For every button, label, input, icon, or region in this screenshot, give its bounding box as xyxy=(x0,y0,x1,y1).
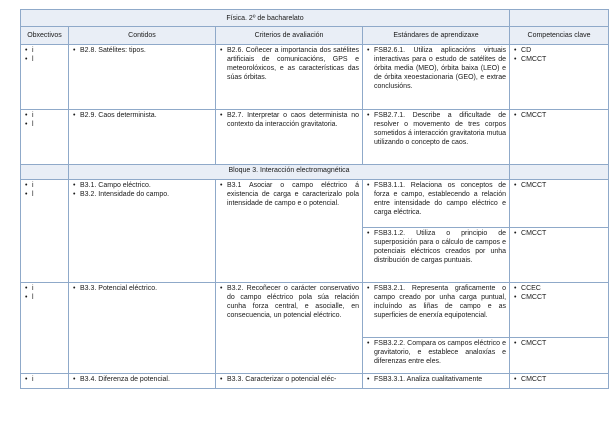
criteria-cell: • B2.6. Coñecer a importancia dos satélites artificiais de comunicacións, GPS e meteorolóxicos, e as características das súas órbitas. xyxy=(216,45,363,110)
objectives-cell: • i • l xyxy=(21,180,69,283)
block-row xyxy=(21,165,609,180)
competences-cell: • CCEC • CMCCT xyxy=(510,283,609,338)
contents-cell: • B3.1. Campo eléctrico. • B3.2. Intensidade do campo. xyxy=(69,180,216,283)
competences-cell: • CD • CMCCT xyxy=(510,45,609,110)
standards-cell: • FSB3.2.1. Representa graficamente o campo creado por unha carga puntual, incluíndo as liñas de campo e as superficies de enerxía equipotencial. xyxy=(363,283,510,338)
header-competences: Competencias clave xyxy=(510,27,609,45)
table-row xyxy=(21,45,609,110)
header-criteria: Criterios de avaliación xyxy=(216,27,363,45)
standards-cell: • FSB3.3.1. Analiza cualitativamente xyxy=(363,374,510,389)
title-row xyxy=(21,10,609,27)
contents-cell: • B2.9. Caos determinista. xyxy=(69,110,216,165)
objectives-cell: • i • l xyxy=(21,45,69,110)
header-objectives: Obxectivos xyxy=(21,27,69,45)
objectives-cell: • i • l xyxy=(21,283,69,374)
table-row xyxy=(21,110,609,165)
objectives-cell: • i • l xyxy=(21,110,69,165)
criteria-cell: • B2.7. Interpretar o caos determinista no contexto da interacción gravitatoria. xyxy=(216,110,363,165)
standards-cell: • FSB3.1.1. Relaciona os conceptos de forza e campo, establecendo a relación entre intensidade do campo eléctrico e carga eléctrica. xyxy=(363,180,510,228)
header-standards: Estándares de aprendizaxe xyxy=(363,27,510,45)
block-title: Bloque 3. Interacción electromagnética xyxy=(69,165,510,180)
header-row xyxy=(21,27,609,45)
table-row xyxy=(21,374,609,389)
table-row xyxy=(21,180,609,228)
criteria-cell: • B3.1 Asociar o campo eléctrico á existencia de carga e caracterizalo pola intensidade de campo e o potencial. xyxy=(216,180,363,283)
standards-cell: • FSB2.6.1. Utiliza aplicacións virtuais interactivas para o estudo de satélites de órbita media (MEO), órbita baixa (LEO) e de órbita xeoestacionaria (GEO), e extrae conclusións. xyxy=(363,45,510,110)
table-title: Física. 2º de bacharelato xyxy=(21,10,510,27)
competences-cell: • CMCCT xyxy=(510,110,609,165)
contents-cell: • B3.3. Potencial eléctrico. xyxy=(69,283,216,374)
standards-cell: • FSB3.2.2. Compara os campos eléctrico e gravitatorio, e establece analoxías e diferenzas entre eles. xyxy=(363,338,510,374)
standards-cell: • FSB2.7.1. Describe a dificultade de resolver o movemento de tres corpos sometidos á interacción gravitatoria mutua utilizando o concepto de caos. xyxy=(363,110,510,165)
standards-cell: • FSB3.1.2. Utiliza o principio de superposición para o cálculo de campos e potenciais eléctricos creados por unha distribución de cargas puntuais. xyxy=(363,228,510,283)
criteria-cell: • B3.3. Caracterizar o potencial eléc- xyxy=(216,374,363,389)
table-row xyxy=(21,283,609,338)
curriculum-table xyxy=(20,9,609,389)
header-contents: Contidos xyxy=(69,27,216,45)
contents-cell: • B2.8. Satélites: tipos. xyxy=(69,45,216,110)
competences-cell: • CMCCT xyxy=(510,338,609,374)
objectives-cell: • i xyxy=(21,374,69,389)
competences-cell: • CMCCT xyxy=(510,180,609,228)
competences-cell: • CMCCT xyxy=(510,228,609,283)
contents-cell: • B3.4. Diferenza de potencial. xyxy=(69,374,216,389)
competences-cell: • CMCCT xyxy=(510,374,609,389)
criteria-cell: • B3.2. Recoñecer o carácter conservativo do campo eléctrico pola súa relación cunha forza central, e asocialle, en consecuencia, un potencial eléctrico. xyxy=(216,283,363,374)
